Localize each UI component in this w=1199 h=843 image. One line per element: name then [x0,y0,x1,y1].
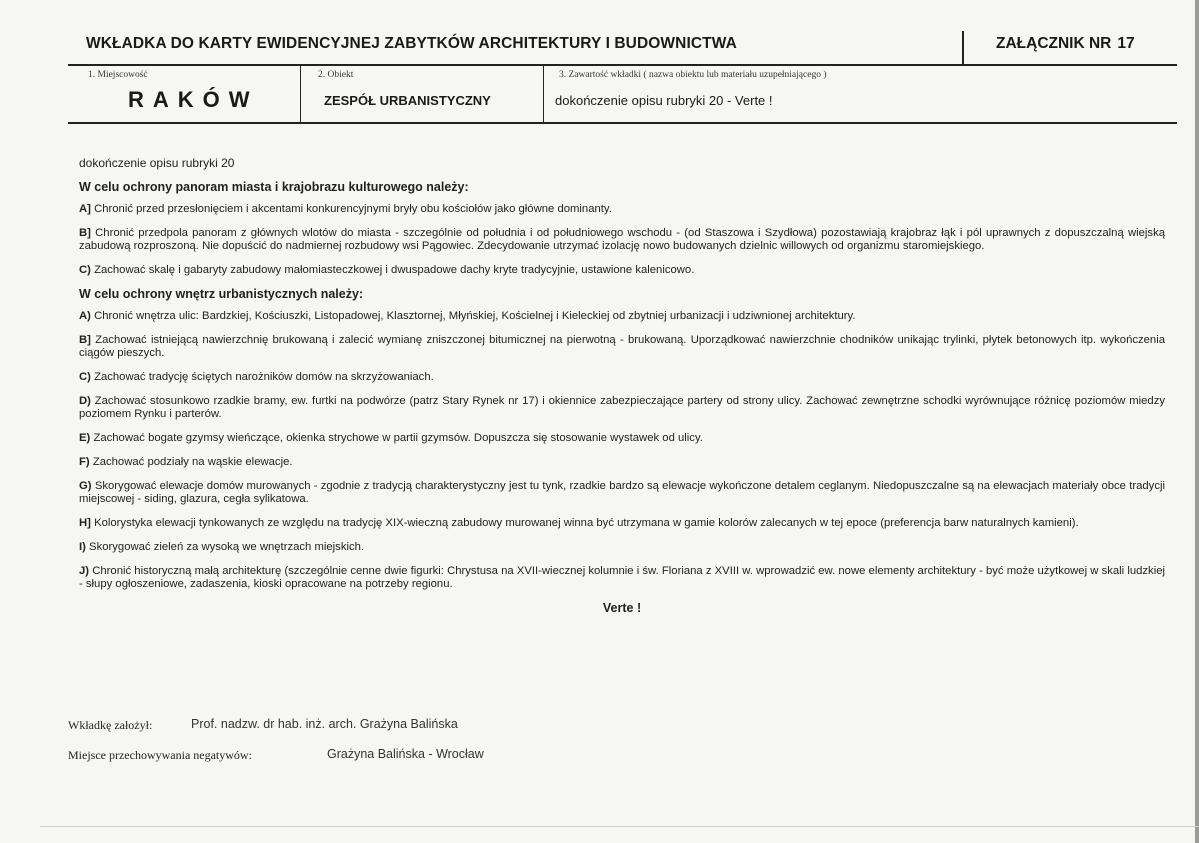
list-item [79,565,1165,591]
item-letter: J) [79,565,90,577]
list-item [79,480,1165,506]
section-heading-interiors: W celu ochrony wnętrz urbanistycznych należy: [79,287,364,301]
header-top-rule [68,64,1177,66]
item-text: Chronić historyczną małą architekturę (szczególnie cenne dwie figurki: Chrystusa na XVII-wiecznej kolumnie i św. Floriana z XVIII w. wprowadzić ew. nowe elementy architektury - być może użytkowej w skali ludzkiej - słupy ogłoszeniowe, zadaszenia, kioski opracowane na potrzeby regionu. [79,565,1165,590]
item-letter: C) [79,371,91,383]
item-text: Zachować skalę i gabaryty zabudowy małomiasteczkowej i dwuspadowe dachy kryte tradycyjnie, ustawione kalenicowo. [94,264,695,276]
list-item [79,541,1165,554]
item-text: Zachować istniejącą nawierzchnię brukowaną i zalecić wymianę zniszczonej bitumicznej na pierwotną - brukowaną. Uporządkować nawierzchnie chodników unikając trylinki, płytek betonowych itp. wykończenia ciągów pieszych. [79,334,1166,359]
content-label: 3. Zawartość wkładki ( nazwa obiektu lub materiału uzupełniającego ) [559,70,827,80]
item-text: Skorygować elewacje domów murowanych - zgodnie z tradycją charakterystyczny jest tu tynk, rzadkie bardzo są elewacje wykończone detalem ceglanym. Niedopuszczalne są na elewacjach materiały obce tradycji miejscowej - siding, glazura, cegła sylikatowa. [79,480,1165,505]
list-item [79,334,1165,360]
body-text [79,157,1165,615]
body-subtitle: dokończenie opisu rubryki 20 [79,156,235,170]
section-interiors-list [79,310,1165,591]
item-letter: G) [79,480,92,492]
scan-edge [1195,0,1199,843]
header-separator [962,31,964,65]
item-text: Chronić przedpola panoram z głównych wlotów do miasta - szczególnie od południa i od południowego wschodu - (od Staszowa i Szydłowa) pozostawiają krajobraz łąk i pól uprawnych z dopuszczalną wiejską zabudową rozproszoną. Nie dopuścić do nadmiernej rozbudowy wsi Pągowiec. Zdecydowanie utrzymać izolację nowo budowanych dzielnic willowych od organizmu staromiejskiego. [79,227,1165,252]
annex-number: 17 [1117,35,1135,52]
item-text: Zachować stosunkowo rzadkie bramy, ew. furtki na podwórze (patrz Stary Rynek nr 17) i okiennice zabezpieczające partery od strony ulicy. Zachować zewnętrzne schodki wyrównujące różnicę poziomów miedzy poziomem Rynku i parterów. [79,395,1165,420]
item-letter: D) [79,395,91,407]
list-item [79,456,1165,469]
object-value: ZESPÓŁ URBANISTYCZNY [324,93,491,108]
item-letter: C) [79,264,91,276]
item-letter: F) [79,456,90,468]
list-item [79,264,1165,277]
item-text: Chronić wnętrza ulic: Bardzkiej, Kościuszki, Listopadowej, Klasztornej, Młyńskiej, Kościelnej i Kieleckiej od zbytniej urbanizacji i udziwnionej architektury. [94,310,856,322]
item-letter: B] [79,334,91,346]
list-item [79,203,1165,216]
annex-label: ZAŁĄCZNIK NR [996,35,1112,52]
author-label: Wkładkę założył: [68,718,153,732]
storage-label: Miejsce przechowywania negatywów: [68,748,252,762]
item-text: Kolorystyka elewacji tynkowanych ze względu na tradycję XIX-wieczną zabudowy murowanej winna być utrzymana w gamie kolorów zalecanych w tej epoce (preferencja barw naturalnych kamieni). [94,517,1079,529]
section-heading-panoramas: W celu ochrony panoram miasta i krajobrazu kulturowego należy: [79,180,469,194]
item-letter: B] [79,227,91,239]
list-item [79,310,1165,323]
verte-note: Verte ! [602,601,642,615]
annex-label-group [996,35,1135,53]
list-item [79,432,1165,445]
content-value: dokończenie opisu rubryki 20 - Verte ! [555,93,773,108]
list-item [79,371,1165,384]
item-text: Zachować podziały na wąskie elewacje. [92,456,293,468]
header-bottom-rule [68,122,1177,124]
section-panoramas-list [79,203,1165,277]
place-label: 1. Miejscowość [88,70,148,80]
document-title: WKŁADKA DO KARTY EWIDENCYJNEJ ZABYTKÓW ARCHITEKTURY I BUDOWNICTWA [86,35,737,52]
list-item [79,517,1165,530]
item-letter: E) [79,432,91,444]
author-value: Prof. nadzw. dr hab. inż. arch. Grażyna Balińska [191,717,458,731]
list-item [79,395,1165,421]
scan-bottom-line [40,826,1199,827]
item-text: Skorygować zieleń za wysoką we wnętrzach miejskich. [89,541,365,553]
item-letter: A] [79,203,91,215]
list-item [79,227,1165,253]
object-label: 2. Obiekt [318,70,354,80]
storage-value: Grażyna Balińska - Wrocław [327,747,484,761]
place-value: RAKÓW [128,87,259,112]
item-letter: H] [79,517,91,529]
column-separator [543,64,544,122]
item-text: Zachować tradycję ściętych narożników domów na skrzyżowaniach. [94,371,434,383]
item-letter: I) [79,541,86,553]
item-text: Zachować bogate gzymsy wieńczące, okienka strychowe w partii gzymsów. Dopuszcza się stosowanie wystawek od ulicy. [93,432,703,444]
column-separator [300,64,301,122]
item-text: Chronić przed przesłonięciem i akcentami konkurencyjnymi bryły obu kościołów jako główne dominanty. [94,203,612,215]
item-letter: A) [79,310,91,322]
